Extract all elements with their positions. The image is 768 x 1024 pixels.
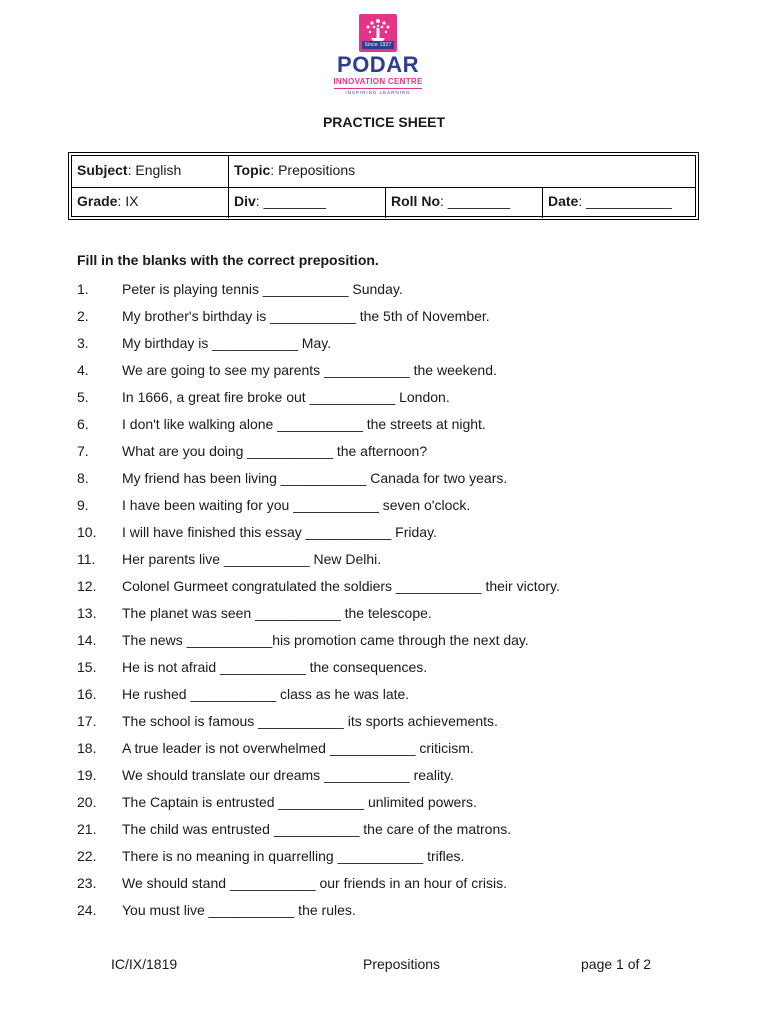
question-text: Her parents live ___________ New Delhi. bbox=[122, 551, 382, 567]
question-number: 1. bbox=[77, 281, 89, 297]
question-text: In 1666, a great fire broke out ___________ London. bbox=[122, 389, 450, 405]
subject-cell bbox=[72, 156, 228, 187]
question-number: 16. bbox=[77, 686, 97, 702]
tree-emblem-icon bbox=[359, 14, 397, 52]
question-text: We should stand ___________ our friends in an hour of crisis. bbox=[122, 875, 507, 891]
question-text: We are going to see my parents ___________ the weekend. bbox=[122, 362, 497, 378]
question-text: You must live ___________ the rules. bbox=[122, 902, 356, 918]
student-info-table bbox=[68, 152, 699, 220]
question-text: The school is famous ___________ its sports achievements. bbox=[122, 713, 498, 729]
question-number: 17. bbox=[77, 713, 97, 729]
question-number: 7. bbox=[77, 443, 89, 459]
question-text: My birthday is ___________ May. bbox=[122, 335, 332, 351]
footer-code: IC/IX/1819 bbox=[111, 956, 178, 972]
topic-cell bbox=[228, 156, 695, 187]
question-text: We should translate our dreams ___________ reality. bbox=[122, 767, 454, 783]
question-text: The child was entrusted ___________ the care of the matrons. bbox=[122, 821, 512, 837]
question-text: A true leader is not overwhelmed ___________ criticism. bbox=[122, 740, 474, 756]
page-title: PRACTICE SHEET bbox=[322, 114, 446, 130]
question-number: 20. bbox=[77, 794, 97, 810]
footer-page-number: page 1 of 2 bbox=[581, 956, 652, 972]
question-text: The Captain is entrusted ___________ unlimited powers. bbox=[122, 794, 477, 810]
subject-value: : English bbox=[127, 162, 182, 178]
question-text: I will have finished this essay ___________ Friday. bbox=[122, 524, 437, 540]
question-text: I don't like walking alone ___________ the streets at night. bbox=[122, 416, 486, 432]
question-text: Colonel Gurmeet congratulated the soldiers ___________ their victory. bbox=[122, 578, 560, 594]
date-value: : ___________ bbox=[578, 193, 672, 209]
logo-subtitle: INNOVATION CENTRE bbox=[333, 77, 423, 86]
grade-value: : IX bbox=[117, 193, 139, 209]
div-label: Div bbox=[234, 193, 256, 209]
logo-name: PODAR bbox=[337, 52, 419, 77]
question-number: 3. bbox=[77, 335, 89, 351]
question-text: My friend has been living ___________ Canada for two years. bbox=[122, 470, 508, 486]
question-number: 8. bbox=[77, 470, 89, 486]
roll-no-cell bbox=[385, 187, 542, 218]
question-text: My brother's birthday is ___________ the 5th of November. bbox=[122, 308, 490, 324]
subject-label: Subject bbox=[77, 162, 128, 178]
question-text: The news ___________his promotion came through the next day. bbox=[122, 632, 529, 648]
grade-cell bbox=[72, 187, 228, 218]
question-number: 12. bbox=[77, 578, 97, 594]
question-text: He is not afraid ___________ the consequences. bbox=[122, 659, 428, 675]
question-text: What are you doing ___________ the afternoon? bbox=[122, 443, 428, 459]
topic-label: Topic bbox=[234, 162, 271, 178]
date-cell bbox=[542, 187, 695, 218]
question-number: 10. bbox=[77, 524, 97, 540]
question-number: 24. bbox=[77, 902, 97, 918]
roll-no-label: Roll No bbox=[391, 193, 440, 209]
question-number: 9. bbox=[77, 497, 89, 513]
question-number: 2. bbox=[77, 308, 89, 324]
footer-topic: Prepositions bbox=[363, 956, 441, 972]
info-row-subject bbox=[72, 156, 695, 188]
question-number: 6. bbox=[77, 416, 89, 432]
question-text: Peter is playing tennis ___________ Sunday. bbox=[122, 281, 403, 297]
school-logo bbox=[326, 12, 430, 98]
question-number: 4. bbox=[77, 362, 89, 378]
question-text: The planet was seen ___________ the telescope. bbox=[122, 605, 432, 621]
question-number: 5. bbox=[77, 389, 89, 405]
question-number: 21. bbox=[77, 821, 97, 837]
info-row-grade bbox=[72, 187, 695, 218]
roll-no-value: : ________ bbox=[440, 193, 511, 209]
question-number: 15. bbox=[77, 659, 97, 675]
question-text: There is no meaning in quarrelling ___________ trifles. bbox=[122, 848, 465, 864]
question-number: 18. bbox=[77, 740, 97, 756]
instructions-heading: Fill in the blanks with the correct preposition. bbox=[77, 252, 379, 268]
date-label: Date bbox=[548, 193, 579, 209]
grade-label: Grade bbox=[77, 193, 118, 209]
question-text: He rushed ___________ class as he was late. bbox=[122, 686, 410, 702]
logo-divider bbox=[334, 88, 422, 89]
question-number: 19. bbox=[77, 767, 97, 783]
question-number: 14. bbox=[77, 632, 97, 648]
question-number: 11. bbox=[77, 551, 96, 567]
div-cell bbox=[228, 187, 385, 218]
topic-value: : Prepositions bbox=[270, 162, 356, 178]
question-text: I have been waiting for you ___________ seven o'clock. bbox=[122, 497, 471, 513]
logo-since-text: Since 1927 bbox=[362, 41, 394, 49]
question-number: 22. bbox=[77, 848, 97, 864]
question-number: 23. bbox=[77, 875, 97, 891]
div-value: : ________ bbox=[255, 193, 326, 209]
question-number: 13. bbox=[77, 605, 97, 621]
logo-tagline: INSPIRING LEARNING bbox=[345, 90, 411, 95]
